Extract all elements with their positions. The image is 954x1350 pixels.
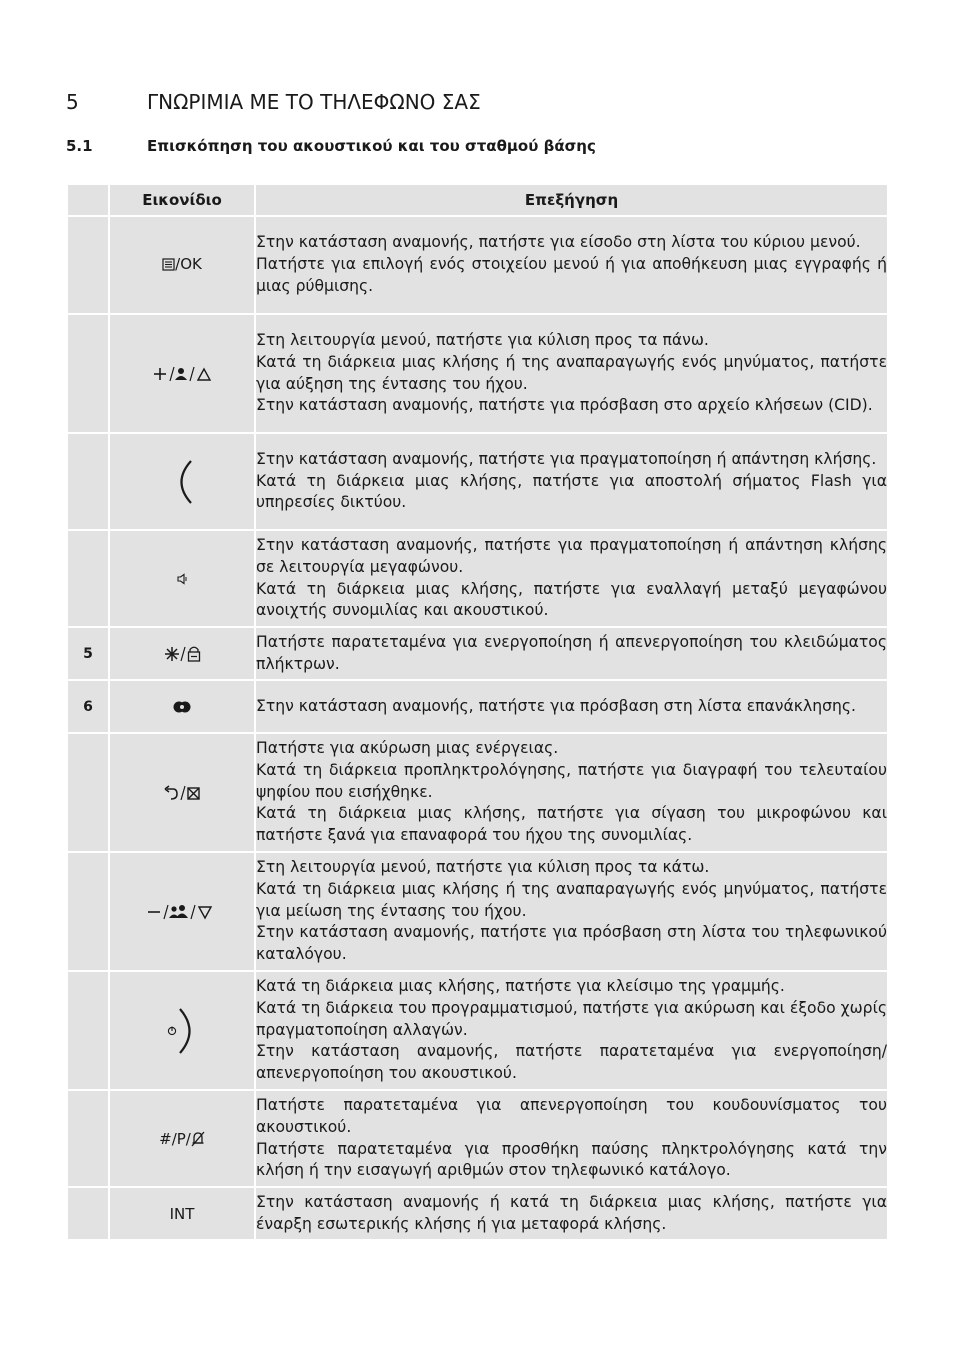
section-title: Επισκόπηση του ακουστικού και του σταθμού βάσης	[147, 137, 596, 155]
description-line: Πατήστε παρατεταμένα για προσθήκη παύσης πληκτρολόγησης κατά την κλήση ή την εισαγωγή αριθμών στον τηλεφωνικό κατάλογο.	[256, 1139, 887, 1180]
row-number	[68, 972, 108, 1089]
row-number	[68, 734, 108, 851]
row-number	[68, 315, 108, 432]
key-cell	[110, 681, 254, 732]
keys-table	[66, 183, 889, 1241]
key-cell	[110, 972, 254, 1089]
row-number	[68, 853, 108, 970]
description-line: Κατά τη διάρκεια του προγραμματισμού, πατήστε για ακύρωση και έξοδο χωρίς πραγματοποίηση αλλαγών.	[256, 998, 887, 1039]
volume-down-phonebook-down-icon	[146, 903, 218, 921]
heading-title: ΓΝΩΡΙΜΙΑ ΜΕ ΤΟ ΤΗΛΕΦΩΝΟ ΣΑΣ	[147, 90, 481, 114]
description-line: Κατά τη διάρκεια μιας κλήσης ή της αναπαραγωγής ενός μηνύματος, πατήστε για μείωση της έντασης του ήχου.	[256, 879, 887, 920]
description-cell	[256, 434, 887, 529]
row-number	[68, 1188, 108, 1239]
description-cell	[256, 734, 887, 851]
description-cell	[256, 972, 887, 1089]
key-cell	[110, 628, 254, 679]
description-line: Κατά τη διάρκεια προπληκτρολόγησης, πατήστε για διαγραφή του τελευταίου ψηφίου που εισήχθηκε.	[256, 760, 887, 801]
description-cell	[256, 315, 887, 432]
description-line: Στην κατάσταση αναμονής, πατήστε για πραγματοποίηση ή απάντηση κλήσης.	[256, 449, 877, 468]
description-line: Στην κατάσταση αναμονής, πατήστε για πρόσβαση στη λίστα επανάκλησης.	[256, 696, 856, 715]
description-line: Στην κατάσταση αναμονής, πατήστε για πρόσβαση στο αρχείο κλήσεων (CID).	[256, 396, 873, 415]
table-row	[68, 531, 887, 626]
row-number: 5	[68, 628, 108, 679]
key-cell	[110, 1091, 254, 1186]
ringer-off-icon	[191, 1131, 205, 1147]
row-number	[68, 1091, 108, 1186]
row-number: 6	[68, 681, 108, 732]
description-cell	[256, 853, 887, 970]
key-cell	[110, 1188, 254, 1239]
menu-list-icon	[162, 258, 175, 271]
key-cell	[110, 531, 254, 626]
menu-ok-icon	[162, 255, 202, 273]
key-cell	[110, 434, 254, 529]
table-row	[68, 217, 887, 313]
description-cell	[256, 1188, 887, 1239]
description-cell	[256, 628, 887, 679]
description-line: Κατά τη διάρκεια μιας κλήσης, πατήστε για κλείσιμο της γραμμής.	[256, 977, 785, 995]
header-num	[68, 185, 108, 215]
table-row	[68, 315, 887, 432]
description-cell	[256, 1091, 887, 1186]
key-cell	[110, 217, 254, 313]
hash-pause-label: #/P/	[159, 1129, 191, 1148]
table-row	[68, 434, 887, 529]
description-line: Στην κατάσταση αναμονής, πατήστε παρατεταμένα για ενεργοποίηση/ απενεργοποίηση του ακουστικού.	[256, 1042, 887, 1083]
row-number	[68, 434, 108, 529]
int-key-label: INT	[169, 1204, 195, 1223]
description-line: Στην κατάσταση αναμονής, πατήστε για πραγματοποίηση ή απάντηση κλήσης σε λειτουργία μεγαφώνου.	[256, 535, 887, 576]
menu-ok-label: /OK	[175, 255, 202, 274]
end-call-power-icon	[166, 1006, 198, 1056]
description-line: Κατά τη διάρκεια μιας κλήσης, πατήστε για αποστολή σήματος Flash για υπηρεσίες δικτύου.	[256, 471, 887, 512]
table-row	[68, 1188, 887, 1239]
description-line: Πατήστε για ακύρωση μιας ενέργειας.	[256, 739, 559, 757]
table-row	[68, 734, 887, 851]
star-keylock-icon	[163, 644, 201, 664]
description-line: Στη λειτουργία μενού, πατήστε για κύλιση προς τα κάτω.	[256, 858, 710, 876]
description-line: Στη λειτουργία μενού, πατήστε για κύλιση προς τα πάνω.	[256, 330, 709, 349]
back-clear-mute-icon	[163, 784, 201, 802]
table-header-row	[68, 185, 887, 215]
header-icon: Εικονίδιο	[110, 185, 254, 215]
header-description: Επεξήγηση	[256, 185, 887, 215]
table-row	[68, 972, 887, 1089]
redial-icon	[171, 700, 193, 714]
description-line: Στην κατάσταση αναμονής ή κατά τη διάρκεια μιας κλήσης, πατήστε για έναρξη εσωτερικής κλήσης ή για μεταφορά κλήσης.	[256, 1192, 887, 1233]
description-line: Κατά τη διάρκεια μιας κλήσης, πατήστε για σίγαση του μικροφώνου και πατήστε ξανά για επαναφορά του ήχου της συνομιλίας.	[256, 804, 887, 845]
description-cell	[256, 531, 887, 626]
volume-up-calllog-up-icon	[152, 365, 212, 383]
section-number: 5.1	[66, 137, 93, 155]
description-line: Κατά τη διάρκεια μιας κλήσης, πατήστε για εναλλαγή μεταξύ μεγαφώνου ανοιχτής συνομιλίας και ακουστικού.	[256, 579, 887, 620]
description-cell	[256, 217, 887, 313]
table-row	[68, 681, 887, 732]
description-line: Στην κατάσταση αναμονής, πατήστε για πρόσβαση στη λίστα του τηλεφωνικού καταλόγου.	[256, 923, 887, 964]
description-line: Κατά τη διάρκεια μιας κλήσης ή της αναπαραγωγής ενός μηνύματος, πατήστε για αύξηση της έντασης του ήχου.	[256, 352, 887, 393]
table-row	[68, 1091, 887, 1186]
heading-number: 5	[66, 90, 79, 114]
row-number	[68, 217, 108, 313]
key-cell	[110, 315, 254, 432]
description-line: Πατήστε για επιλογή ενός στοιχείου μενού ή για αποθήκευση μιας εγγραφής ή μιας ρύθμισης.	[256, 255, 887, 295]
key-cell	[110, 853, 254, 970]
description-line: Πατήστε παρατεταμένα για απενεργοποίηση του κουδουνίσματος του ακουστικού.	[256, 1095, 887, 1136]
key-cell	[110, 734, 254, 851]
description-line: Πατήστε παρατεταμένα για ενεργοποίηση ή απενεργοποίηση του κλειδώματος πλήκτρων.	[256, 632, 887, 673]
speaker-icon	[176, 573, 188, 585]
table-row	[68, 628, 887, 679]
hash-pause-ringer-icon	[159, 1130, 205, 1148]
description-cell	[256, 681, 887, 732]
table-row	[68, 853, 887, 970]
description-line: Στην κατάσταση αναμονής, πατήστε για είσοδο στη λίστα του κύριου μενού.	[256, 233, 861, 252]
row-number	[68, 531, 108, 626]
talk-key-icon	[169, 458, 195, 506]
